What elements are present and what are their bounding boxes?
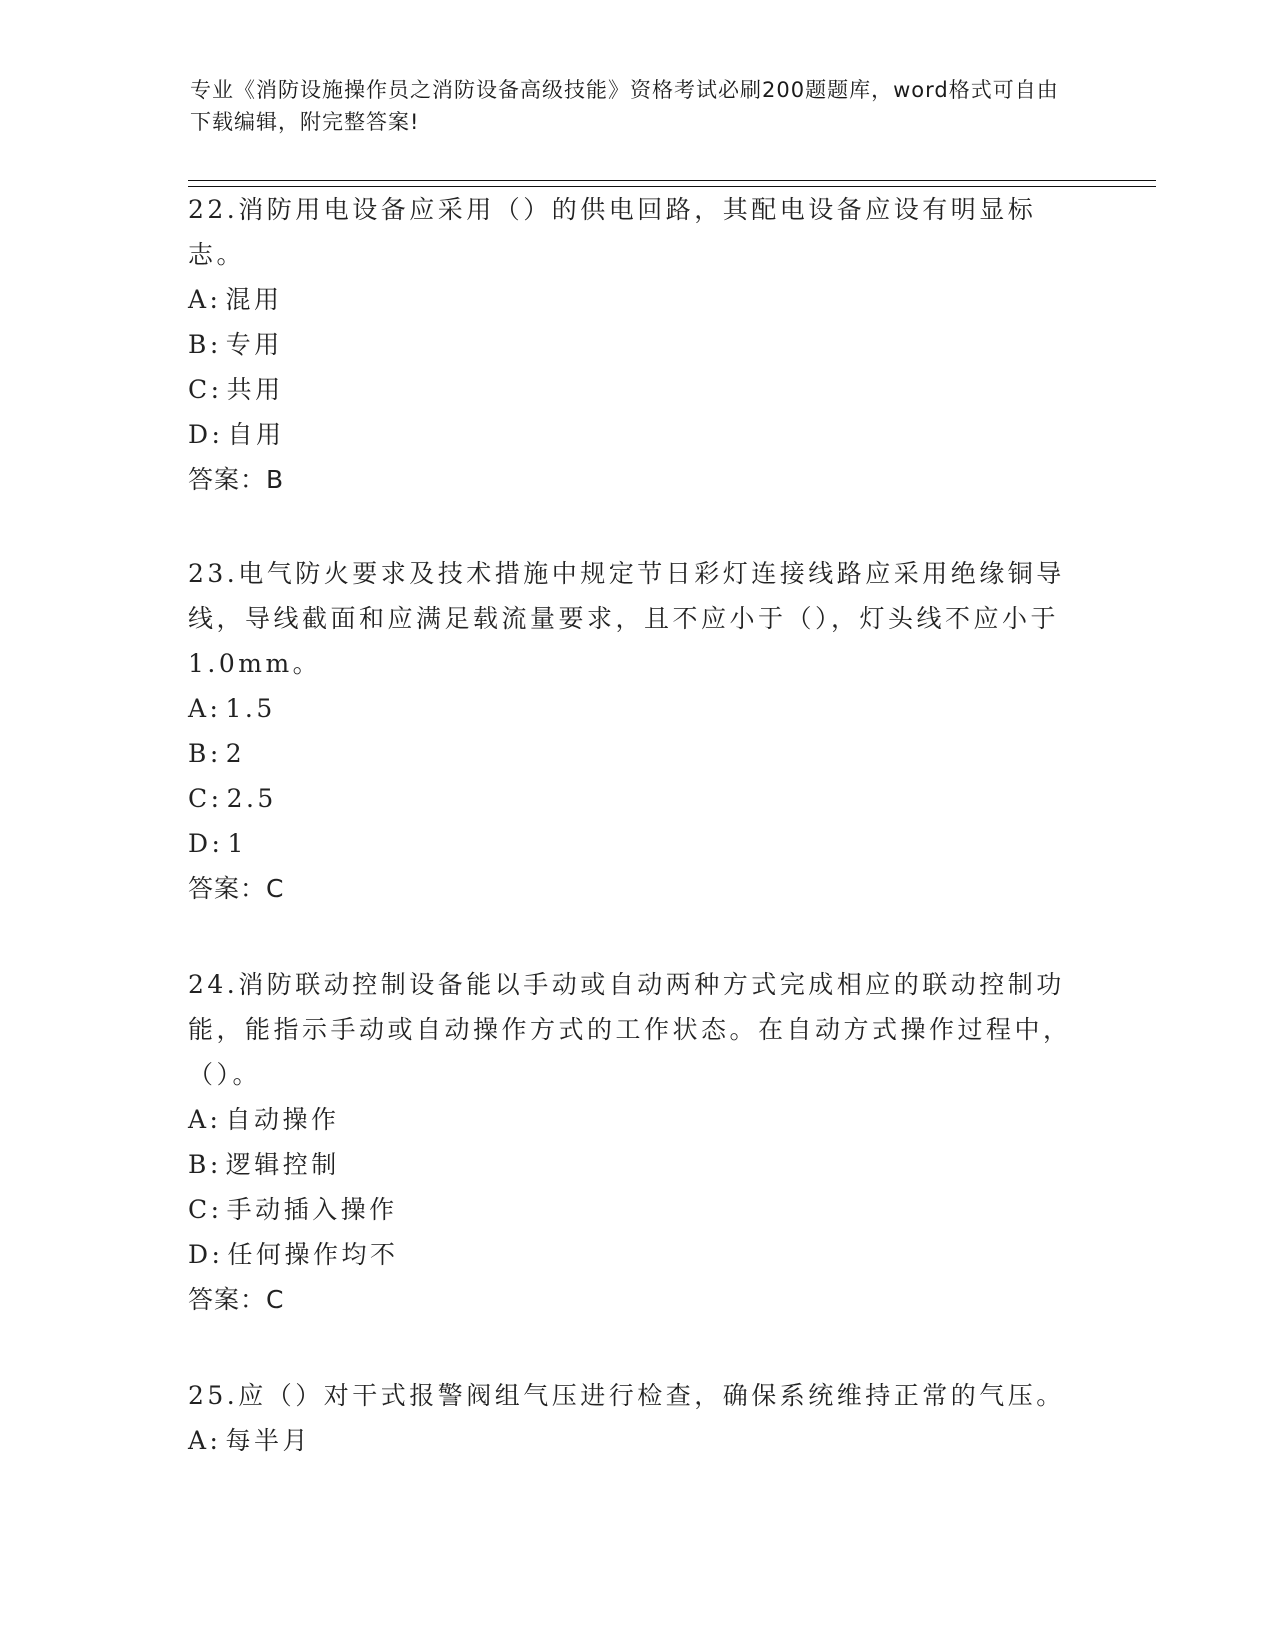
- option-text: 专用: [225, 330, 283, 359]
- option-d: [188, 821, 1078, 866]
- question-25: [188, 1373, 1078, 1463]
- option-c: [188, 776, 1078, 821]
- option-text: 共用: [226, 375, 284, 404]
- option-text: 1.5: [225, 694, 276, 723]
- option-letter: B:: [188, 739, 222, 768]
- option-text: 1: [227, 829, 247, 858]
- option-b: [188, 322, 1078, 367]
- answer: 答案：C: [188, 874, 285, 903]
- option-letter: D:: [188, 420, 224, 449]
- option-a: [188, 277, 1078, 322]
- option-text: 2: [225, 739, 246, 768]
- option-b: [188, 1142, 1078, 1187]
- question-stem: 24.消防联动控制设备能以手动或自动两种方式完成相应的联动控制功能，能指示手动或自动操作方式的工作状态。在自动方式操作过程中，（）。: [188, 970, 1072, 1089]
- option-text: 自用: [227, 420, 285, 449]
- question-24: [188, 962, 1078, 1322]
- option-text: 2.5: [226, 784, 277, 813]
- option-c: [188, 367, 1078, 412]
- option-a: [188, 1097, 1078, 1142]
- option-text: 逻辑控制: [225, 1150, 340, 1179]
- option-letter: A:: [188, 285, 222, 314]
- option-letter: C:: [188, 1195, 223, 1224]
- option-c: [188, 1187, 1078, 1232]
- option-text: 任何操作均不: [227, 1240, 399, 1269]
- option-letter: A:: [188, 1426, 222, 1455]
- option-a: [188, 686, 1078, 731]
- option-b: [188, 731, 1078, 776]
- header-divider-top: [188, 180, 1156, 181]
- question-stem: 22.消防用电设备应采用（）的供电回路，其配电设备应设有明显标志。: [188, 195, 1037, 269]
- document-header: 专业《消防设施操作员之消防设备高级技能》资格考试必刷200题题库，word格式可自由下载编辑，附完整答案!: [190, 78, 1059, 134]
- option-letter: C:: [188, 784, 223, 813]
- option-letter: A:: [188, 1105, 222, 1134]
- option-letter: D:: [188, 1240, 224, 1269]
- option-letter: C:: [188, 375, 223, 404]
- answer: 答案：C: [188, 1285, 285, 1314]
- option-a: [188, 1418, 1078, 1463]
- option-letter: D:: [188, 829, 224, 858]
- answer: 答案：B: [188, 465, 285, 494]
- option-text: 自动操作: [225, 1105, 340, 1134]
- option-d: [188, 412, 1078, 457]
- option-letter: A:: [188, 694, 222, 723]
- option-letter: B:: [188, 330, 222, 359]
- question-stem: 25.应（）对干式报警阀组气压进行检查，确保系统维持正常的气压。: [188, 1381, 1065, 1410]
- question-stem: 23.电气防火要求及技术措施中规定节日彩灯连接线路应采用绝缘铜导线，导线截面和应满足载流量要求，且不应小于（），灯头线不应小于1.0mm。: [188, 559, 1065, 678]
- option-d: [188, 1232, 1078, 1277]
- option-text: 混用: [225, 285, 283, 314]
- option-letter: B:: [188, 1150, 222, 1179]
- option-text: 每半月: [225, 1426, 311, 1455]
- question-22: [188, 187, 1078, 502]
- question-23: [188, 551, 1078, 911]
- option-text: 手动插入操作: [226, 1195, 398, 1224]
